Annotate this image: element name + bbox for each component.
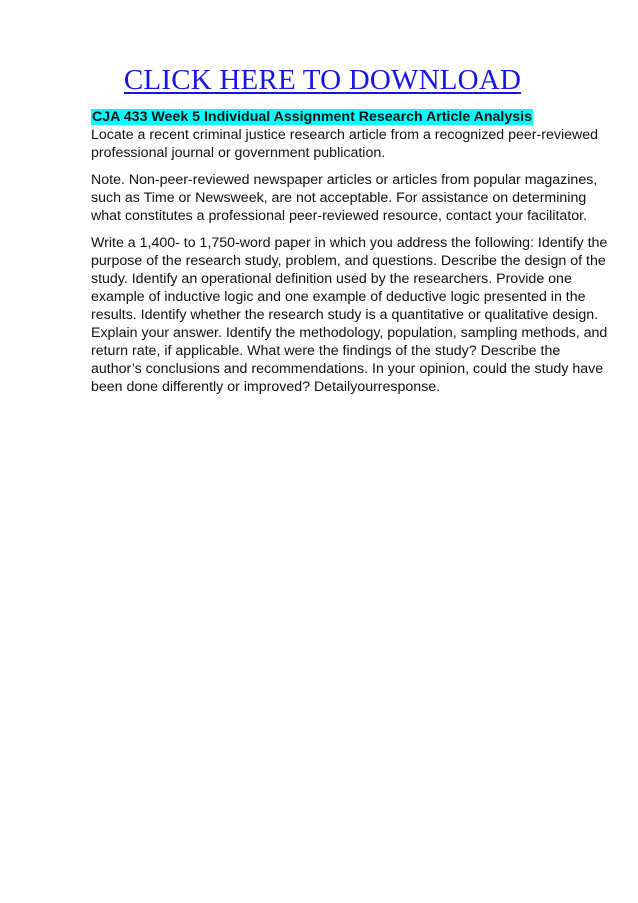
download-link[interactable]: CLICK HERE TO DOWNLOAD: [123, 64, 522, 96]
document-body: [91, 108, 611, 396]
paragraph-instructions: Write a 1,400- to 1,750-word paper in which you address the following: Identify the purpose of the research study, problem, and questions. Describe the design of the study. Identify an operational definition used by the researchers. Provide one example of inductive logic and one example of deductive logic presented in the results. Identify whether the research study is a quantitative or qualitative design. Explain your answer. Identify the methodology, population, sampling methods, and return rate, if applicable. What were the findings of the study? Describe the author’s conclusions and recommendations. In your opinion, could the study have been done differently or improved? Detailyourresponse.: [91, 235, 608, 395]
document-title-block: [91, 108, 611, 126]
paragraph-note: Note. Non-peer-reviewed newspaper articles or articles from popular magazines, such as Time or Newsweek, are not acceptable. For assistance on determining what constitutes a professional peer-reviewed resource, contact your facilitator.: [91, 172, 598, 224]
paragraph-locate-article: Locate a recent criminal justice research article from a recognized peer-reviewed professional journal or government publication.: [91, 127, 599, 161]
document-title: CJA 433 Week 5 Individual Assignment Research Article Analysis: [92, 109, 532, 125]
